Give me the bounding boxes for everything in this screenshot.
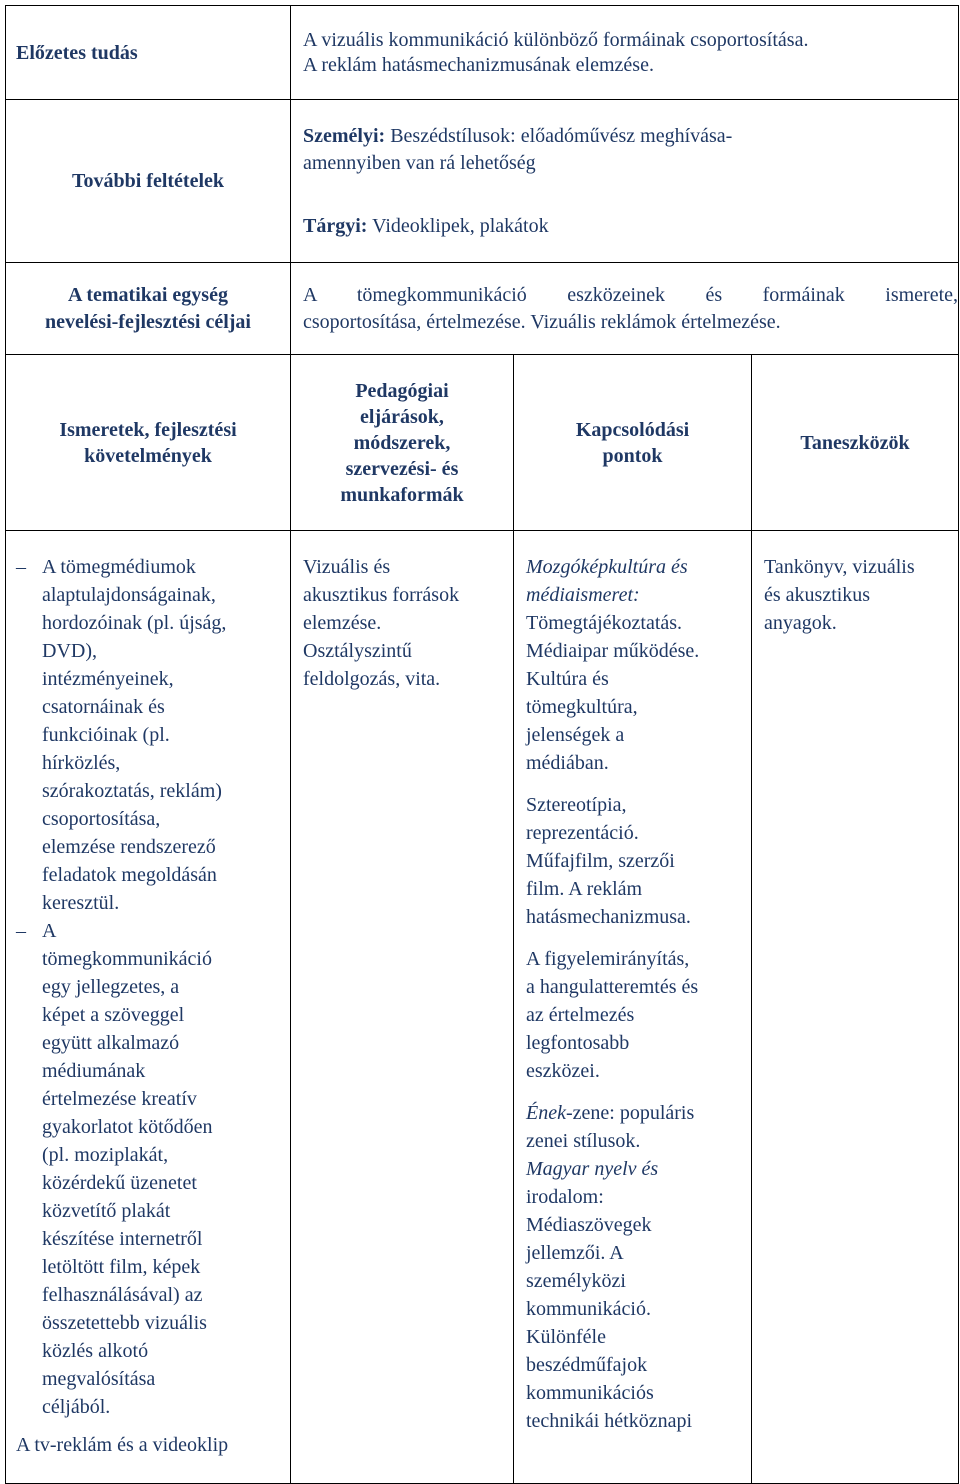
col2-methods [291, 531, 514, 1484]
col3-line: film. A reklám [526, 878, 643, 900]
col1-item2-line: céljából. [42, 1396, 111, 1418]
header-col2 [291, 355, 514, 531]
col2-line: elemzése. [303, 612, 382, 634]
header-col1-line2: követelmények [84, 444, 212, 467]
col2-line: Vizuális és [303, 556, 391, 578]
goals-label-line1: A tematikai egység [68, 283, 228, 306]
content-row [6, 531, 959, 1484]
col3-line: legfontosabb [526, 1032, 630, 1054]
col1-item2-line: képet a szöveggel [42, 1004, 185, 1026]
col3-line: kommunikáció. [526, 1298, 651, 1320]
col1-item2-line: együtt alkalmazó [42, 1032, 180, 1054]
curriculum-table [5, 5, 959, 1484]
col3-line: eszközei. [526, 1060, 600, 1082]
col1-item2-line: közlés alkotó [42, 1340, 149, 1362]
col3-line: az értelmezés [526, 1004, 635, 1026]
header-col3-line2: pontok [602, 444, 663, 467]
col1-item2 [6, 917, 290, 1421]
col1-item2-line: egy jellegzetes, a [42, 976, 180, 998]
header-col3 [514, 355, 752, 531]
col3-connections [514, 531, 752, 1484]
objective-text: Videoklipek, plakátok [372, 214, 549, 237]
header-col1-line1: Ismeretek, fejlesztési [59, 418, 237, 441]
prior-knowledge-line1: A vizuális kommunikáció különböző formáinak csoportosítása. [303, 28, 809, 51]
col4-line: anyagok. [764, 612, 837, 634]
col4-line: és akusztikus [764, 584, 871, 606]
col3-line: technikái hétköznapi [526, 1410, 693, 1432]
col3-line: tömegkultúra, [526, 696, 638, 718]
personal-text-line1: Beszédstílusok: előadóművész meghívása- [390, 124, 733, 147]
row-prior-knowledge [6, 6, 959, 100]
col3-subject-title: médiaismeret: [526, 584, 640, 606]
col1-item2-line: letöltött film, képek [42, 1256, 201, 1278]
goals-line2: csoportosítása, értelmezése. Vizuális reklámok értelmezése. [303, 310, 781, 333]
header-col2-line2: eljárások, [360, 405, 444, 428]
header-col2-line1: Pedagógiai [355, 379, 449, 402]
objective-label: Tárgyi: [303, 214, 368, 237]
col1-tail: A tv-reklám és a videoklip [16, 1434, 229, 1456]
col1-item2-line: felhasználásával) az [42, 1284, 203, 1306]
row-goals [6, 263, 959, 355]
col1-item2-line: gyakorlatot kötődően [42, 1116, 213, 1138]
col3-line: jelenségek a [526, 724, 625, 746]
col3-line: médiában. [526, 752, 609, 774]
col1-item2-line: megvalósítása [42, 1368, 156, 1390]
col1-item1-line: intézményeinek, [42, 668, 174, 690]
goals-label-line2: nevelési-fejlesztési céljai [44, 310, 251, 333]
curriculum-page [5, 5, 957, 1484]
label-conditions: További feltételek [6, 100, 291, 263]
col1-item1-line: csatornáinak és [42, 696, 165, 718]
personal-label: Személyi: [303, 124, 386, 147]
header-col2-line3: módszerek, [353, 431, 451, 454]
col1-item1-line: feladatok megoldásán [42, 864, 217, 886]
col3-subject-title: Magyar nyelv és [526, 1158, 659, 1180]
row-conditions [6, 100, 959, 263]
col3-line: Médiaszövegek [526, 1214, 652, 1236]
col3-line: Tömegtájékoztatás. [526, 612, 683, 634]
prior-knowledge-line2: A reklám hatásmechanizmusának elemzése. [303, 53, 654, 76]
col1-item2-line: (pl. moziplakát, [42, 1144, 169, 1166]
label-prior-knowledge: Előzetes tudás [6, 6, 291, 100]
col2-line: Osztályszintű [303, 640, 412, 662]
personal-text-line2: amennyiben van rá lehetőség [303, 151, 536, 174]
col1-item1-line: csoportosítása, [42, 808, 161, 830]
col1-item1-line: – A tömegmédiumok [42, 556, 196, 578]
col1-item1-line: hírközlés, [42, 752, 121, 774]
header-row [6, 355, 959, 531]
header-col4: Taneszközök [752, 355, 959, 531]
col3-line: A figyelemirányítás, [526, 948, 690, 970]
col1-item1-line: DVD), [42, 640, 97, 662]
header-col2-line5: munkaformák [340, 483, 464, 506]
col1-item2-line: összetettebb vizuális [42, 1312, 207, 1334]
col3-line: irodalom: [526, 1186, 604, 1208]
col3-line: a hangulatteremtés és [526, 976, 699, 998]
header-col1 [6, 355, 291, 531]
col2-line: akusztikus források [303, 584, 460, 606]
col3-line: hatásmechanizmusa. [526, 906, 691, 928]
col3-subject-title: Mozgóképkultúra és [526, 556, 688, 578]
col1-item1-line: elemzése rendszerező [42, 836, 216, 858]
col3-line: Médiaipar működése. [526, 640, 700, 662]
col1-item1-line: keresztül. [42, 892, 120, 914]
col3-line: Sztereotípia, [526, 794, 627, 816]
col1-item2-line: tömegkommunikáció [42, 948, 212, 970]
col1-item1-line: hordozóinak (pl. újság, [42, 612, 227, 634]
col3-line: jellemzői. A [526, 1242, 624, 1264]
col3-line: reprezentáció. [526, 822, 639, 844]
col3-line: kommunikációs [526, 1382, 654, 1404]
col1-item1-line: alaptulajdonságainak, [42, 584, 216, 606]
col4-tools [752, 531, 959, 1484]
goals-line1: A tömegkommunikáció eszközeinek és formáinak ismerete, [303, 283, 959, 306]
header-col3-line1: Kapcsolódási [575, 418, 690, 441]
col3-line: Műfajfilm, szerzői [526, 850, 675, 872]
col1-knowledge [6, 531, 291, 1484]
col4-line: Tankönyv, vizuális [764, 556, 915, 578]
header-col2-line4: szervezési- és [345, 457, 459, 480]
col1-item2-line: közérdekű üzenetet [42, 1172, 197, 1194]
col3-subject-title: Ének- [526, 1102, 573, 1124]
col1-item1 [6, 553, 290, 917]
col3-line: beszédműfajok [526, 1354, 648, 1376]
col1-item2-line: értelmezése kreatív [42, 1088, 197, 1110]
col3-line: zenei stílusok. [526, 1130, 641, 1152]
col3-line: Különféle [526, 1326, 606, 1348]
col1-item1-line: funkcióinak (pl. [42, 724, 170, 746]
col1-item2-line: készítése internetről [42, 1228, 203, 1250]
col3-line: személyközi [526, 1270, 626, 1292]
col1-item1-line: szórakoztatás, reklám) [42, 780, 222, 802]
col2-line: feldolgozás, vita. [303, 668, 441, 690]
col1-item2-line: – A [42, 920, 57, 942]
col3-line: zene: populáris [572, 1102, 695, 1124]
col1-item2-line: közvetítő plakát [42, 1200, 171, 1222]
col1-item2-line: médiumának [42, 1060, 146, 1082]
col3-line: Kultúra és [526, 668, 609, 690]
